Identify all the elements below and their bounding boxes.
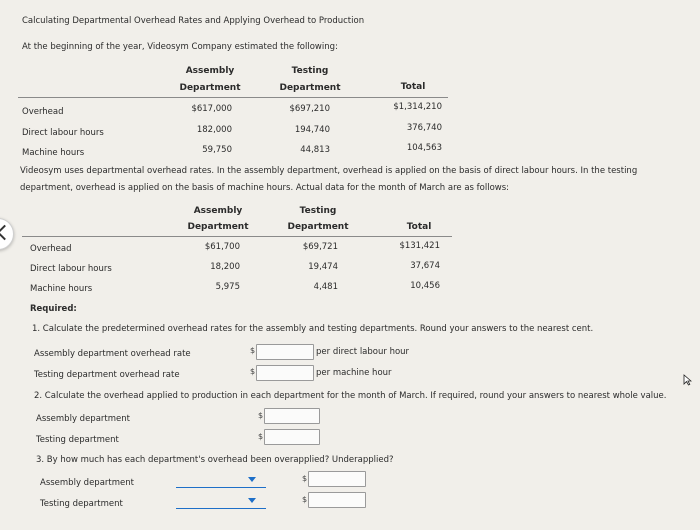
t1-header-rule [18, 97, 448, 98]
t1-header-testing-2: Department [279, 83, 341, 93]
assembly-rate-currency: $ [250, 346, 256, 355]
cell-total: 37,674 [410, 261, 440, 271]
testing-rate-label: Testing department overhead rate [34, 370, 180, 380]
assembly-rate-input[interactable] [256, 344, 314, 360]
row-label: Direct labour hours [30, 264, 112, 274]
cell-assembly: $617,000 [191, 104, 232, 114]
cell-testing: $697,210 [289, 104, 330, 114]
question-1: 1. Calculate the predetermined overhead rates for the assembly and testing departments. Round your answers to the nearest cent. [32, 324, 594, 334]
t1-header-total: Total [400, 82, 426, 92]
page-title: Calculating Departmental Overhead Rates and Applying Overhead to Production [22, 16, 365, 26]
cell-assembly: $61,700 [204, 242, 240, 252]
row-label: Overhead [30, 244, 72, 254]
applied-testing-input[interactable] [264, 429, 320, 445]
overapplied-assembly-currency: $ [302, 474, 308, 483]
question-2: 2. Calculate the overhead applied to production in each department for the month of March. If required, round your answers to nearest whole value. [34, 391, 667, 401]
t2-header-assembly-1: Assembly [193, 206, 243, 216]
applied-assembly-label: Assembly department [36, 414, 130, 424]
cell-testing: 44,813 [300, 145, 330, 155]
t2-header-testing-1: Testing [299, 206, 337, 216]
chevron-left-icon [0, 225, 12, 241]
assembly-rate-unit: per direct labour hour [316, 347, 410, 357]
t1-header-assembly-2: Department [179, 83, 241, 93]
cursor-icon [683, 374, 692, 386]
intro-text: At the beginning of the year, Videosym Company estimated the following: [22, 42, 338, 52]
back-button[interactable] [0, 218, 14, 250]
row-label: Machine hours [22, 148, 85, 158]
cell-assembly: 18,200 [210, 262, 240, 272]
overapplied-assembly-input[interactable] [308, 471, 366, 487]
chevron-down-icon [248, 477, 256, 482]
overapplied-assembly-label: Assembly department [40, 478, 134, 488]
cell-assembly: 182,000 [196, 125, 232, 135]
applied-testing-label: Testing department [36, 435, 119, 445]
cell-total: 10,456 [410, 281, 440, 291]
cell-testing: 4,481 [313, 282, 338, 292]
overapplied-testing-label: Testing department [40, 499, 123, 509]
description-line-2: department, overhead is applied on the basis of machine hours. Actual data for the month of March are as follows: [20, 183, 510, 193]
cell-total: 104,563 [406, 143, 442, 153]
question-3: 3. By how much has each department's overhead been overapplied? Underapplied? [36, 455, 394, 465]
row-label: Direct labour hours [22, 128, 104, 138]
t2-header-total: Total [406, 222, 432, 232]
cell-assembly: 5,975 [215, 282, 240, 292]
applied-testing-currency: $ [258, 432, 264, 441]
required-heading: Required: [30, 304, 77, 314]
row-label: Machine hours [30, 284, 93, 294]
t2-header-rule [22, 236, 452, 237]
applied-assembly-currency: $ [258, 411, 264, 420]
applied-assembly-input[interactable] [264, 408, 320, 424]
t1-header-testing-1: Testing [291, 66, 329, 76]
testing-rate-input[interactable] [256, 365, 314, 381]
t2-header-assembly-2: Department [187, 222, 249, 232]
overapplied-testing-input[interactable] [308, 492, 366, 508]
cell-total: $1,314,210 [393, 102, 442, 112]
cell-total: $131,421 [399, 241, 440, 251]
cell-total: 376,740 [406, 123, 442, 133]
t1-header-assembly-1: Assembly [185, 66, 235, 76]
row-label: Overhead [22, 107, 64, 117]
cell-testing: 194,740 [294, 125, 330, 135]
t2-header-testing-2: Department [287, 222, 349, 232]
cell-testing: 19,474 [308, 262, 338, 272]
assembly-rate-label: Assembly department overhead rate [34, 349, 191, 359]
overapplied-testing-currency: $ [302, 495, 308, 504]
description-line-1: Videosym uses departmental overhead rates. In the assembly department, overhead is applied on the basis of direct labour hours. In the testing [20, 166, 638, 176]
testing-rate-currency: $ [250, 367, 256, 376]
cell-testing: $69,721 [302, 242, 338, 252]
chevron-down-icon [248, 498, 256, 503]
testing-rate-unit: per machine hour [316, 368, 392, 378]
cell-assembly: 59,750 [202, 145, 232, 155]
